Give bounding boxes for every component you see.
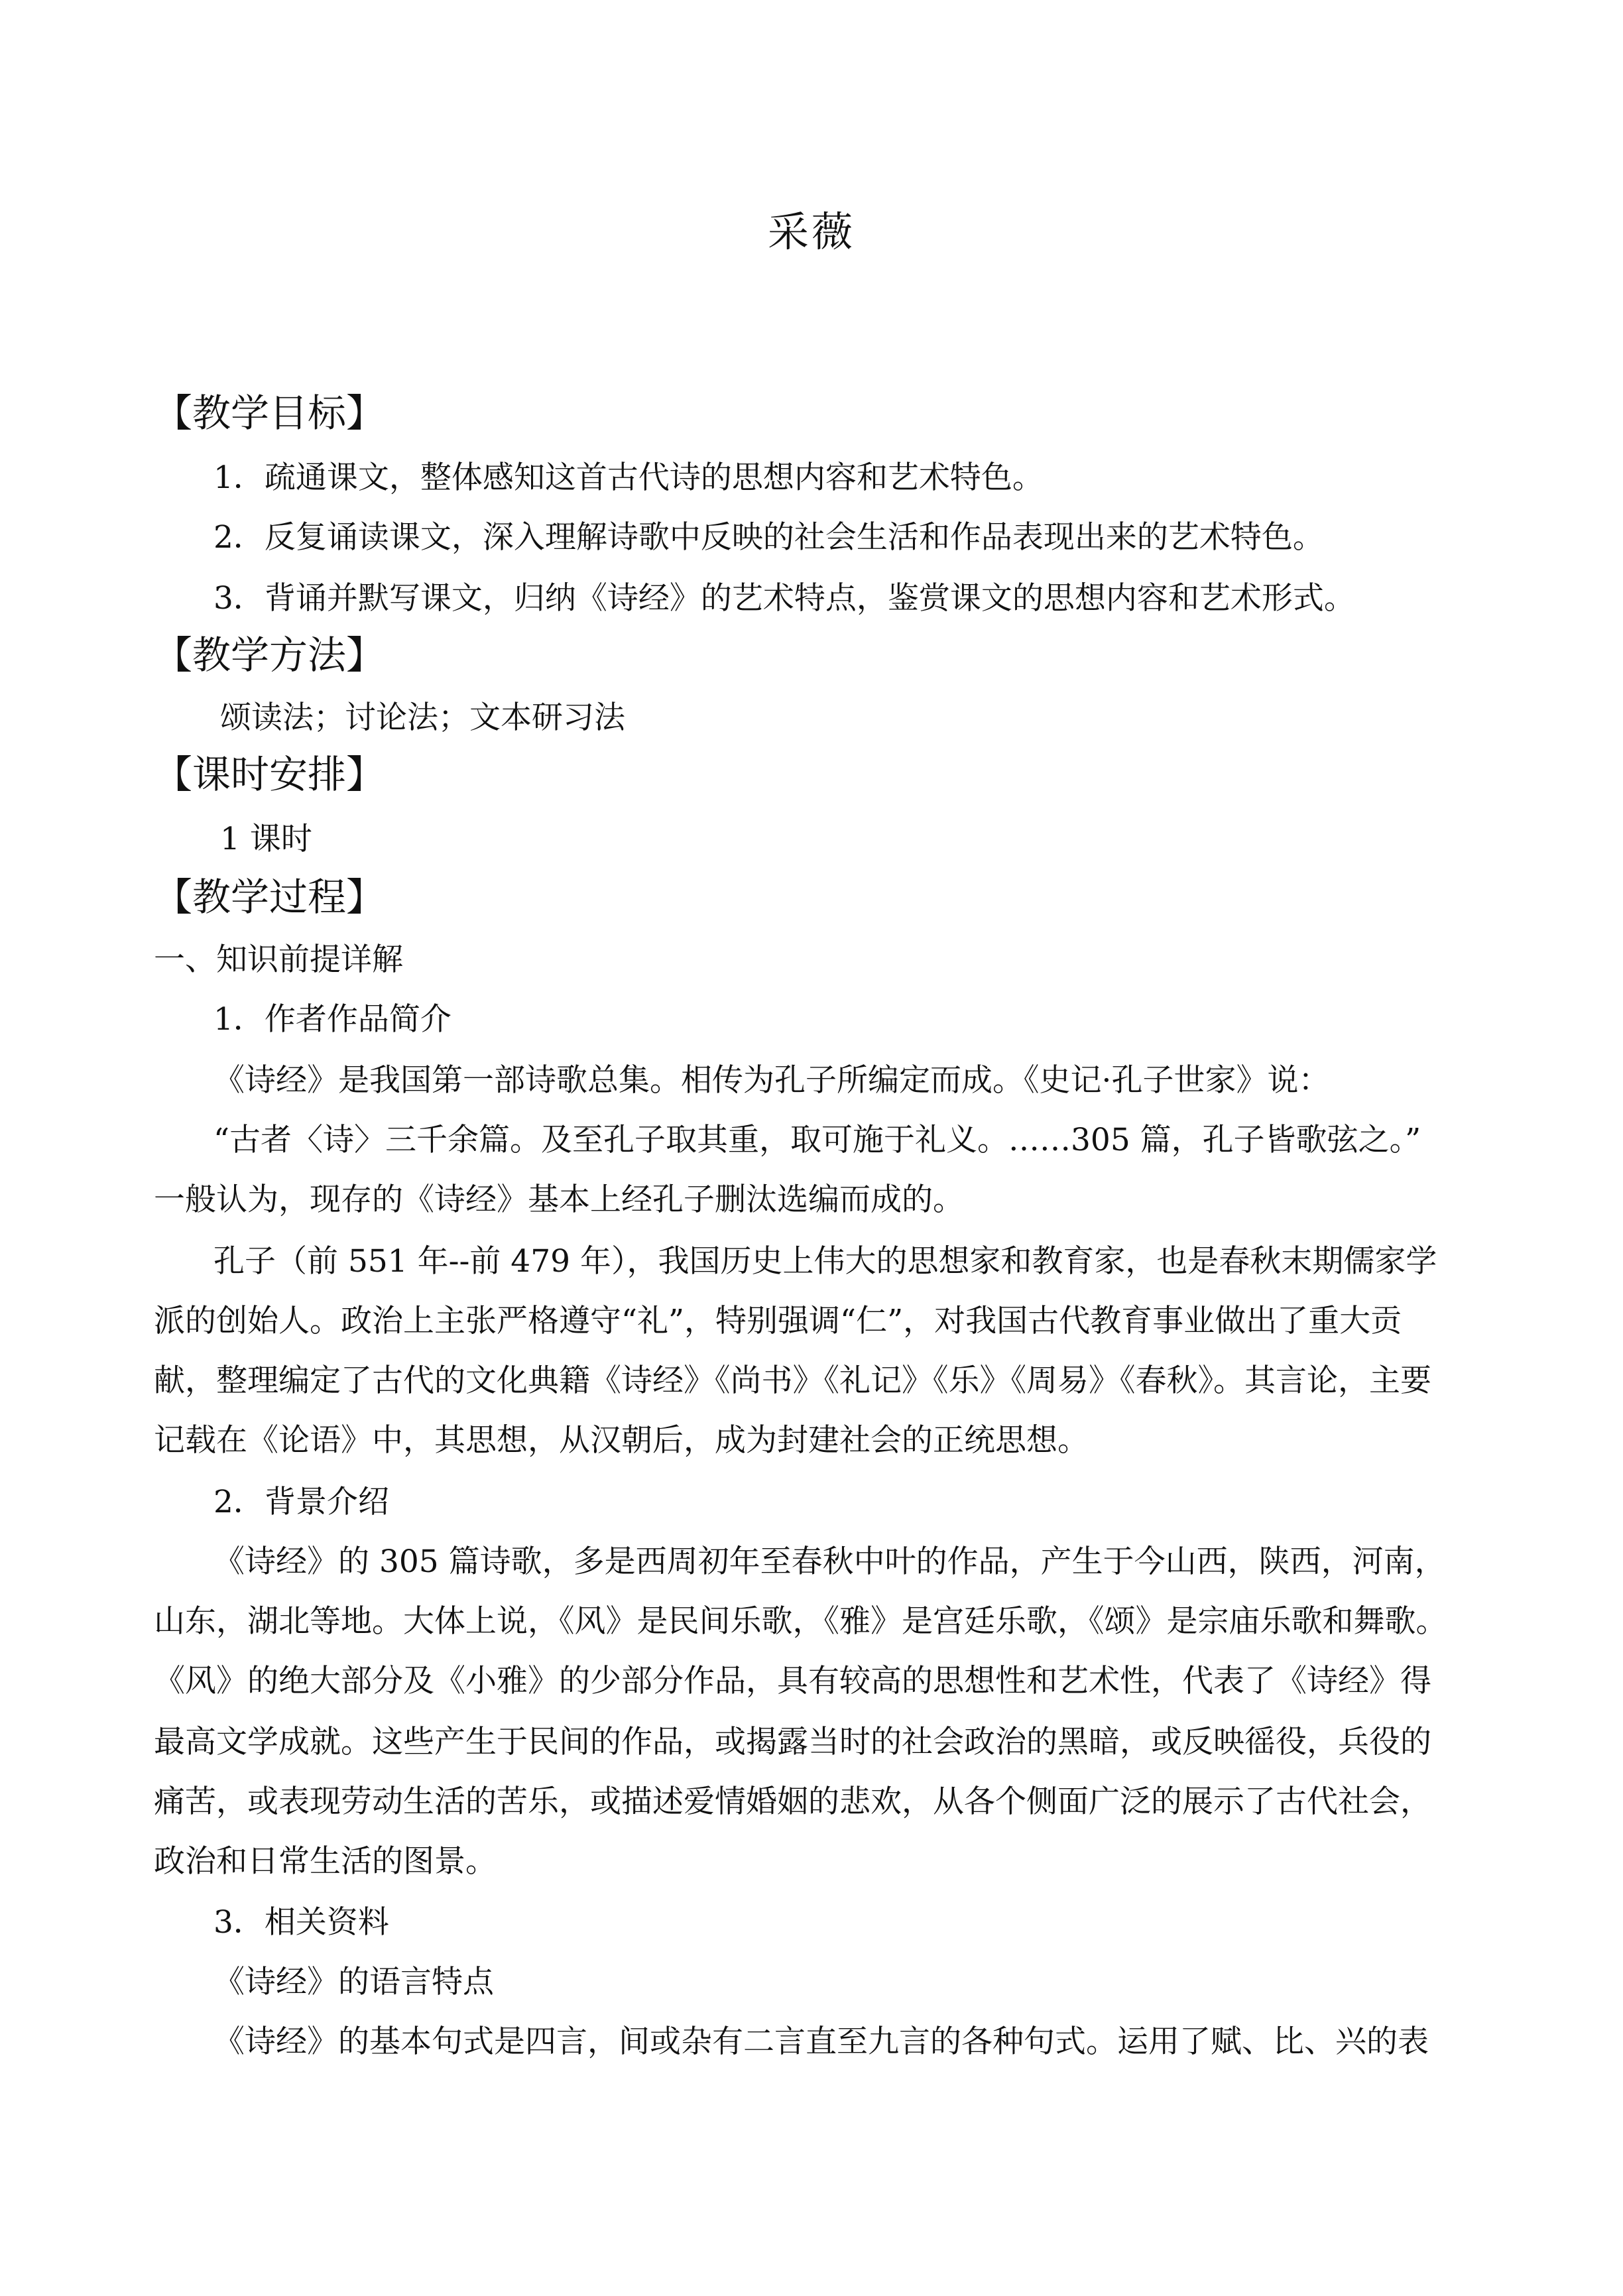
paragraph-line: 《诗经》的基本句式是四言，间或杂有二言直至九言的各种句式。运用了赋、比、兴的表 (213, 2024, 1429, 2060)
schedule-text: 1 课时 (220, 821, 312, 857)
paragraph-line: 《风》的绝大部分及《小雅》的少部分作品，具有较高的思想性和艺术性，代表了《诗经》得 (154, 1663, 1431, 1699)
sub-heading: 3．相关资料 (213, 1904, 389, 1941)
objective-item: 2．反复诵读课文，深入理解诗歌中反映的社会生活和作品表现出来的艺术特色。 (213, 519, 1324, 556)
sub-heading: 2．背景介绍 (213, 1484, 389, 1520)
paragraph-line: 最高文学成就。这些产生于民间的作品，或揭露当时的社会政治的黑暗，或反映徭役，兵役的 (154, 1724, 1431, 1760)
paragraph-line: 《诗经》的 305 篇诗歌，多是西周初年至春秋中叶的作品，产生于今山西，陕西，河南， (213, 1543, 1446, 1580)
objective-item: 3．背诵并默写课文，归纳《诗经》的艺术特点，鉴赏课文的思想内容和艺术形式。 (213, 580, 1355, 617)
paragraph-line: “古者〈诗〉三千余篇。及至孔子取其重，取可施于礼义。……305 篇，孔子皆歌弦之。” (213, 1122, 1421, 1158)
section-heading-methods: 【教学方法】 (154, 633, 385, 678)
paragraph-line: 派的创始人。政治上主张严格遵守“礼”，特别强调“仁”，对我国古代教育事业做出了重大贡 (154, 1303, 1402, 1339)
section-heading-process: 【教学过程】 (154, 875, 385, 920)
paragraph-title: 《诗经》的语言特点 (213, 1964, 494, 2000)
sub-heading: 1．作者作品简介 (213, 1001, 451, 1038)
part-heading: 一、知识前提详解 (154, 941, 403, 978)
objective-item: 1．疏通课文，整体感知这首古代诗的思想内容和艺术特色。 (213, 459, 1044, 496)
paragraph-line: 《诗经》是我国第一部诗歌总集。相传为孔子所编定而成。《史记·孔子世家》说： (213, 1062, 1330, 1099)
paragraph-line: 献，整理编定了古代的文化典籍《诗经》《尚书》《礼记》《乐》《周易》《春秋》。其言论，主要 (154, 1362, 1431, 1399)
paragraph-line: 政治和日常生活的图景。 (154, 1843, 497, 1880)
paragraph-line: 山东，湖北等地。大体上说，《风》是民间乐歌，《雅》是宫廷乐歌，《颂》是宗庙乐歌和舞歌。 (154, 1603, 1447, 1640)
paragraph-line: 痛苦，或表现劳动生活的苦乐，或描述爱情婚姻的悲欢，从各个侧面广泛的展示了古代社会， (154, 1783, 1431, 1820)
paragraph-line: 孔子（前 551 年--前 479 年），我国历史上伟大的思想家和教育家，也是春秋末期儒家学 (213, 1243, 1437, 1280)
section-heading-objectives: 【教学目标】 (154, 391, 385, 436)
paragraph-line: 一般认为，现存的《诗经》基本上经孔子删汰选编而成的。 (154, 1181, 964, 1218)
document-title: 采薇 (767, 208, 855, 256)
methods-text: 颂读法；讨论法；文本研习法 (220, 699, 625, 736)
paragraph-line: 记载在《论语》中，其思想，从汉朝后，成为封建社会的正统思想。 (154, 1422, 1089, 1459)
section-heading-schedule: 【课时安排】 (154, 752, 385, 797)
